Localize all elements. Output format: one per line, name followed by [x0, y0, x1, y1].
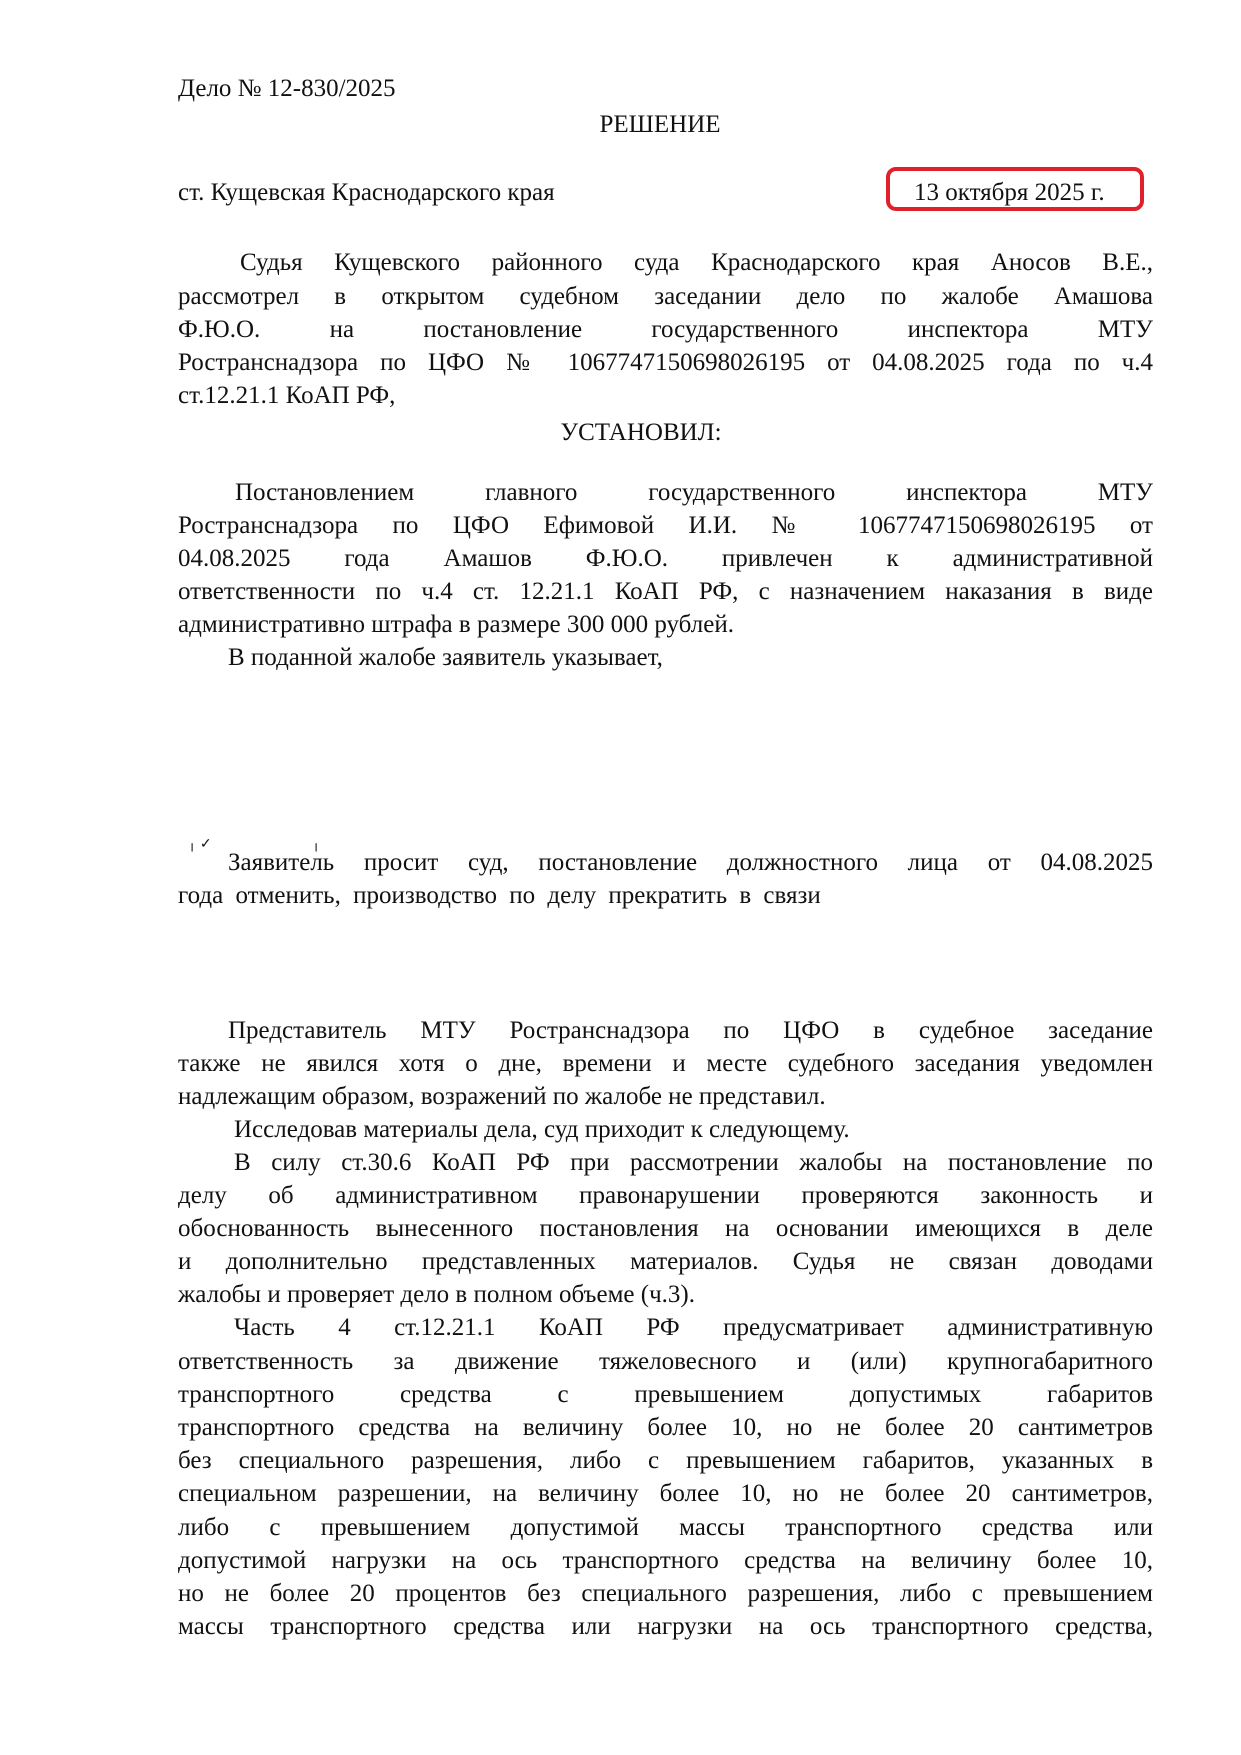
paragraph-line: В поданной жалобе заявитель указывает,	[228, 644, 663, 671]
paragraph-line: делу об административном правонарушении проверяются законность и	[178, 1182, 1153, 1209]
intro-line: Судья Кущевского районного суда Краснодарского края Аносов В.Е.,	[240, 249, 1153, 276]
paragraph-line: Представитель МТУ Ространснадзора по ЦФО в судебное заседание	[228, 1017, 1153, 1044]
intro-line: рассмотрел в открытом судебном заседании дело по жалобе Амашова	[178, 283, 1153, 310]
paragraph-line: ответственности по ч.4 ст. 12.21.1 КоАП РФ, с назначением наказания в виде	[178, 578, 1153, 605]
paragraph-line: Заявитель просит суд, постановление должностного лица от 04.08.2025	[228, 849, 1153, 876]
paragraph-line: года отменить, производство по делу прекратить в связи	[178, 882, 821, 909]
paragraph-line: и дополнительно представленных материалов. Судья не связан доводами	[178, 1248, 1153, 1275]
paragraph-line: массы транспортного средства или нагрузки на ось транспортного средства,	[178, 1613, 1153, 1640]
decision-date: 13 октября 2025 г.	[914, 179, 1105, 206]
paragraph-line: но не более 20 процентов без специального разрешения, либо с превышением	[178, 1580, 1153, 1607]
case-number: Дело № 12-830/2025	[178, 75, 396, 102]
redacted-text-fragment: ╷ ✓	[188, 837, 212, 852]
paragraph-line: Постановлением главного государственного инспектора МТУ	[235, 479, 1153, 506]
document-title: РЕШЕНИЕ	[599, 111, 721, 138]
paragraph-line: надлежащим образом, возражений по жалобе не представил.	[178, 1083, 826, 1110]
paragraph-line: Часть 4 ст.12.21.1 КоАП РФ предусматривает административную	[234, 1314, 1153, 1341]
paragraph-line: транспортного средства с превышением допустимых габаритов	[178, 1381, 1153, 1408]
paragraph-line: ответственность за движение тяжеловесного и (или) крупногабаритного	[178, 1348, 1153, 1375]
paragraph-line: специальном разрешении, на величину более 10, но не более 20 сантиметров,	[178, 1480, 1153, 1507]
intro-line: ст.12.21.1 КоАП РФ,	[178, 382, 396, 409]
court-location: ст. Кущевская Краснодарского края	[178, 179, 555, 206]
paragraph-line: допустимой нагрузки на ось транспортного средства на величину более 10,	[178, 1547, 1153, 1574]
established-heading: УСТАНОВИЛ:	[560, 419, 722, 446]
paragraph-line: обоснованность вынесенного постановления на основании имеющихся в деле	[178, 1215, 1153, 1242]
paragraph-line: административно штрафа в размере 300 000 рублей.	[178, 611, 734, 638]
paragraph-line: Исследовав материалы дела, суд приходит к следующему.	[234, 1116, 850, 1143]
paragraph-line: Ространснадзора по ЦФО Ефимовой И.И. № 1067747150698026195 от	[178, 512, 1153, 539]
paragraph-line: без специального разрешения, либо с превышением габаритов, указанных в	[178, 1447, 1153, 1474]
paragraph-line: В силу ст.30.6 КоАП РФ при рассмотрении жалобы на постановление по	[234, 1149, 1153, 1176]
paragraph-line: либо с превышением допустимой массы транспортного средства или	[178, 1514, 1153, 1541]
paragraph-line: также не явился хотя о дне, времени и месте судебного заседания уведомлен	[178, 1050, 1153, 1077]
paragraph-line: жалобы и проверяет дело в полном объеме (ч.3).	[178, 1281, 695, 1308]
intro-line: Ф.Ю.О. на постановление государственного инспектора МТУ	[178, 316, 1153, 343]
paragraph-line: 04.08.2025 года Амашов Ф.Ю.О. привлечен к административной	[178, 545, 1153, 572]
paragraph-line: транспортного средства на величину более 10, но не более 20 сантиметров	[178, 1414, 1153, 1441]
intro-line: Ространснадзора по ЦФО № 1067747150698026195 от 04.08.2025 года по ч.4	[178, 349, 1153, 376]
redacted-text-fragment: ╷	[312, 837, 321, 852]
